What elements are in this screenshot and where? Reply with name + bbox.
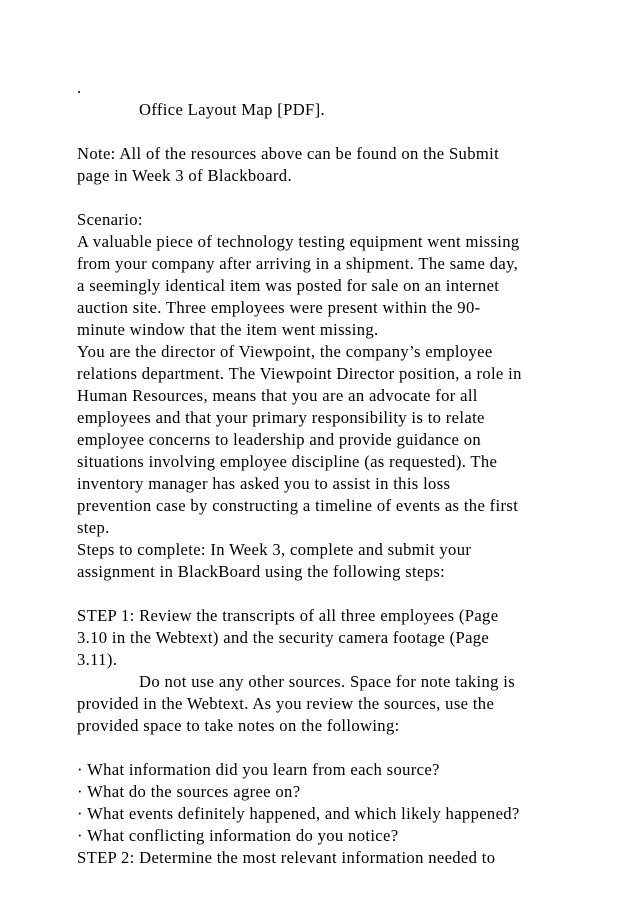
text-line: page in Week 3 of Blackboard. bbox=[77, 166, 292, 185]
text-line: . bbox=[77, 78, 82, 97]
text-line: STEP 2: Determine the most relevant information needed to bbox=[77, 848, 496, 867]
text-line: STEP 1: Review the transcripts of all three employees (Page bbox=[77, 606, 499, 625]
text-line: provided space to take notes on the following: bbox=[77, 716, 400, 735]
text-line: A valuable piece of technology testing equipment went missing bbox=[77, 232, 520, 251]
text-line: employees and that your primary responsibility is to relate bbox=[77, 408, 485, 427]
text-line: · What events definitely happened, and which likely happened? bbox=[77, 804, 520, 823]
text-line: 3.10 in the Webtext) and the security camera footage (Page bbox=[77, 628, 490, 647]
text-line: a seemingly identical item was posted for sale on an internet bbox=[77, 276, 500, 295]
text-line: 3.11). bbox=[77, 650, 118, 669]
text-line: Do not use any other sources. Space for note taking is bbox=[139, 672, 516, 691]
text-line: provided in the Webtext. As you review the sources, use the bbox=[77, 694, 495, 713]
text-line: Note: All of the resources above can be found on the Submit bbox=[77, 144, 500, 163]
text-line: situations involving employee discipline (as requested). The bbox=[77, 452, 498, 471]
text-line: step. bbox=[77, 518, 110, 537]
text-line: Steps to complete: In Week 3, complete and submit your bbox=[77, 540, 472, 559]
text-line: minute window that the item went missing. bbox=[77, 320, 379, 339]
text-line: · What conflicting information do you notice? bbox=[77, 826, 399, 845]
text-line: You are the director of Viewpoint, the company’s employee bbox=[77, 342, 493, 361]
text-line: · What information did you learn from each source? bbox=[77, 760, 440, 779]
text-line: employee concerns to leadership and provide guidance on bbox=[77, 430, 481, 449]
text-line: inventory manager has asked you to assist in this loss bbox=[77, 474, 451, 493]
text-line: · What do the sources agree on? bbox=[77, 782, 301, 801]
text-line: auction site. Three employees were present within the 90- bbox=[77, 298, 481, 317]
text-line: Human Resources, means that you are an advocate for all bbox=[77, 386, 478, 405]
text-line: Office Layout Map [PDF]. bbox=[139, 100, 325, 119]
text-line: prevention case by constructing a timeline of events as the first bbox=[77, 496, 519, 515]
text-line: relations department. The Viewpoint Director position, a role in bbox=[77, 364, 522, 383]
text-line: assignment in BlackBoard using the following steps: bbox=[77, 562, 446, 581]
text-line: Scenario: bbox=[77, 210, 143, 229]
text-line: from your company after arriving in a shipment. The same day, bbox=[77, 254, 519, 273]
